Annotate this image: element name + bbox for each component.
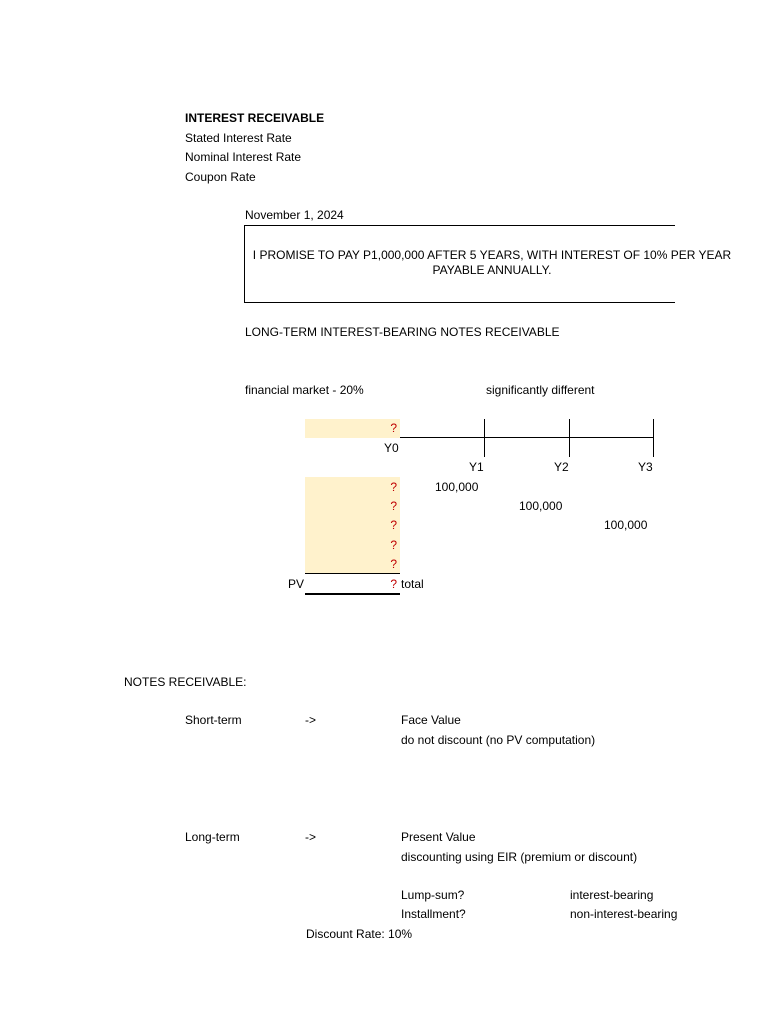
payment-y3: 100,000 <box>604 518 648 532</box>
short-term-arrow: -> <box>305 713 317 727</box>
pv-unknown-5: ? <box>390 557 397 571</box>
installment-question: Installment? <box>401 907 466 921</box>
pv-unknown-2: ? <box>390 499 397 513</box>
timeline-label-y2: Y2 <box>554 460 569 474</box>
pv-unknown-4: ? <box>390 538 397 552</box>
pv-label: PV <box>288 577 305 591</box>
timeline-label-y1: Y1 <box>469 460 484 474</box>
interest-bearing-label: interest-bearing <box>570 888 654 902</box>
lump-sum-question: Lump-sum? <box>401 888 465 902</box>
note-line-1: I PROMISE TO PAY P1,000,000 AFTER 5 YEARS, WITH INTEREST OF 10% PER YEAR <box>252 248 732 262</box>
section-title: LONG-TERM INTEREST-BEARING NOTES RECEIVABLE <box>245 325 560 339</box>
term-coupon-rate: Coupon Rate <box>185 170 256 184</box>
total-label: total <box>401 577 424 591</box>
non-interest-bearing-label: non-interest-bearing <box>570 907 678 921</box>
pv-unknown-3: ? <box>390 518 397 532</box>
pv-total-unknown: ? <box>390 577 397 591</box>
short-term-label: Short-term <box>185 713 242 727</box>
timeline-tick-y3 <box>653 419 654 457</box>
total-rule <box>305 573 400 574</box>
short-term-detail: do not discount (no PV computation) <box>401 733 596 747</box>
timeline-label-y3: Y3 <box>638 460 653 474</box>
short-term-value: Face Value <box>401 713 461 727</box>
market-comparison-label: significantly different <box>486 383 595 397</box>
long-term-value: Present Value <box>401 830 476 844</box>
promissory-note-text <box>245 248 739 278</box>
timeline-tick-y2 <box>569 419 570 457</box>
pv-unknown-1: ? <box>390 480 397 494</box>
long-term-arrow: -> <box>305 830 317 844</box>
discount-rate: Discount Rate: 10% <box>306 927 413 941</box>
timeline-tick-y1 <box>484 419 485 457</box>
payment-y2: 100,000 <box>519 499 563 513</box>
note-date: November 1, 2024 <box>245 208 344 222</box>
double-underline <box>305 593 400 595</box>
page-title: INTEREST RECEIVABLE <box>185 111 325 125</box>
market-rate-label: financial market - 20% <box>245 383 364 397</box>
timeline-label-y0: Y0 <box>384 441 399 455</box>
term-stated-interest-rate: Stated Interest Rate <box>185 131 292 145</box>
long-term-detail: discounting using EIR (premium or discount) <box>401 850 638 864</box>
timeline-axis <box>400 437 654 438</box>
notes-receivable-title: NOTES RECEIVABLE: <box>124 675 247 689</box>
payment-y1: 100,000 <box>435 480 479 494</box>
clipped-cells <box>570 886 678 926</box>
y0-unknown: ? <box>390 421 397 435</box>
note-line-2: PAYABLE ANNUALLY. <box>432 263 552 277</box>
term-nominal-interest-rate: Nominal Interest Rate <box>185 150 302 164</box>
promissory-note-box <box>244 225 732 303</box>
long-term-label: Long-term <box>185 830 240 844</box>
